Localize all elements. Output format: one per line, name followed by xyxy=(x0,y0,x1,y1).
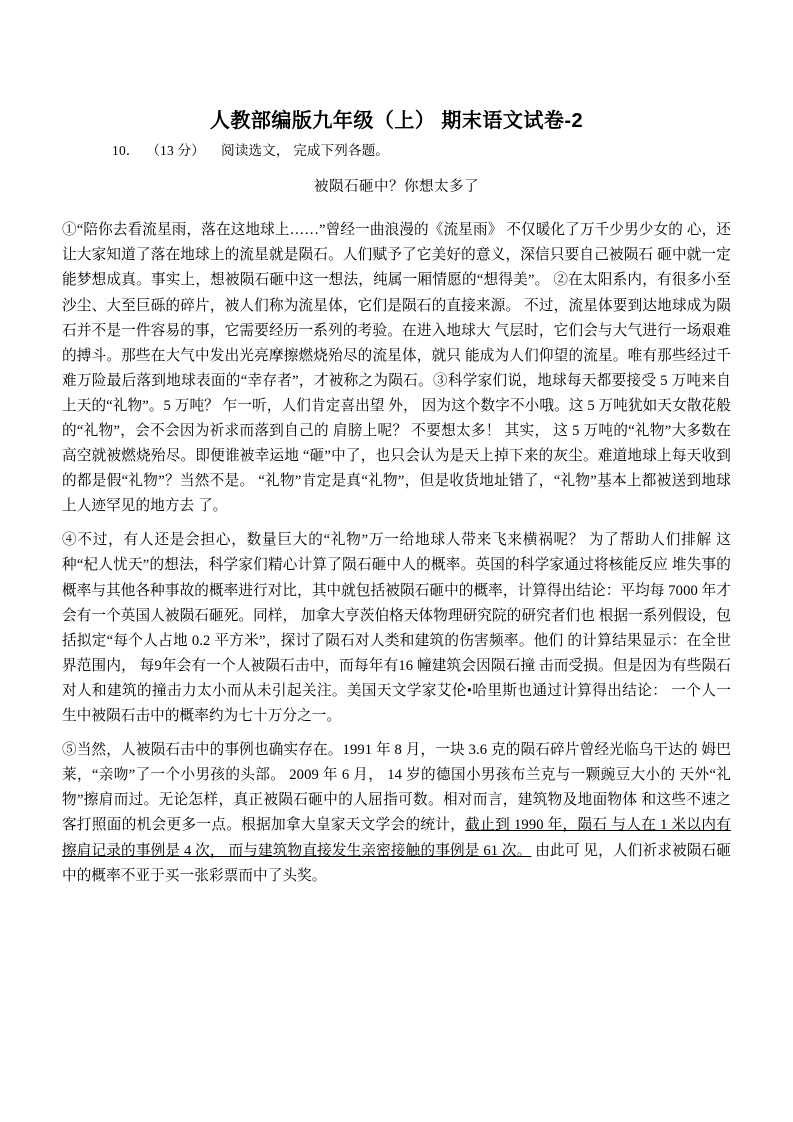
question-score: （13 分） xyxy=(146,143,205,158)
paragraph-1: ①“陪你去看流星雨，落在这地球上……”曾经一曲浪漫的《流星雨》 不仅暖化了万千少男少女的 心，还让大家知道了落在地球上的流星就是陨石。人们赋予了它美好的意义，深信只要自己被陨石 砸中就一定能梦想成真。事实上，想被陨石砸中这一想法，纯属一厢情愿的“想得美”。 ②在太阳系内，有很多小至沙尘、大至巨砾的碎片，被人们称为流星体，它们是陨石的直接来源。 不过，流星体要到达地球成为陨石并不是一件容易的事，它需要经历一系列的考验。在进入地球大 气层时，它们会与大气进行一场艰难的搏斗。那些在大气中发出光亮摩擦燃烧殆尽的流星体，就只 能成为人们仰望的流星。唯有那些经过千难万险最后落到地球表面的“幸存者”，才被称之为陨石。③科学家们说，地球每天都要接受 5 万吨来自上天的“礼物”。5 万吨？ 乍一听，人们肯定喜出望 外， 因为这个数字不小哦。这 5 万吨犹如天女散花般的“礼物”，会不会因为祈求而落到自己的 肩膀上呢？ 不要想太多！ 其实， 这 5 万吨的“礼物”大多数在高空就被燃烧殆尽。即便谁被幸运地 “砸”中了，也只会认为是天上掉下来的灰尘。难道地球上每天收到的都是假“礼物”？当然不是。 “礼物”肯定是真“礼物”，但是收货地址错了，“礼物”基本上都被送到地球上人迹罕见的地方去 了。 xyxy=(62,222,731,515)
question-prompt: 阅读选文， 完成下列各题。 xyxy=(221,143,390,158)
paragraph-3 xyxy=(62,738,731,889)
paragraph-3-segment-1: ⑤当然，人被陨石击中的事例也确实存在。1991 年 8 月，一块 3.6 克的陨石碎片曾经光临乌干达的 姆巴莱，“亲吻”了一个小男孩的头部。 2009 年 6 月， 14 岁的德国小男孩布兰克与一颗豌豆大小的 天外“礼物”擦肩而过。无论怎样，真正被陨石砸中的人屈指可数。相对而言，建筑物及地面物体 和这些不速之客打照面的机会更多一点。根据加拿大皇家天文学会的统计， xyxy=(62,742,731,834)
paragraph-2: ④不过，有人还是会担心，数量巨大的“礼物”万一给地球人带来飞来横祸呢？ 为了帮助人们排解 这种“杞人忧天”的想法，科学家们精心计算了陨石砸中人的概率。英国的科学家通过将核能反应 堆失事的概率与其他各种事故的概率进行对比，其中就包括被陨石砸中的概率，计算得出结论：平均每 7000 年才会有一个英国人被陨石砸死。同样， 加拿大亨茨伯格天体物理研究院的研究者们也 根据一系列假设，包括拟定“每个人占地 0.2 平方米”，探讨了陨石对人类和建筑的伤害频率。他们 的计算结果显示：在全世界范围内， 每9年会有一个人被陨石击中，而每年有16 幢建筑会因陨石撞 击而受损。但是因为有些陨石对人和建筑的撞击力太小而从未引起关注。美国天文学家艾伦•哈里斯也通过计算得出结论： 一个人一生中被陨石击中的概率约为七十万分之一。 xyxy=(62,532,731,725)
question-number: 10． xyxy=(112,143,140,158)
page-title: 人教部编版九年级（上） 期末语文试卷-2 xyxy=(209,110,584,132)
question-header xyxy=(112,141,731,161)
paragraph-3-segment-3: 由此可 见，人们祈求被陨石砸中的概率不亚于买一张彩票而中了头奖。 xyxy=(62,842,731,884)
paragraph-3-underlined-segment: 截止到 1990 年，陨石 与人在 1 米以内有擦肩记录的事例是 4 次， 而与建筑物直接发生亲密接触的事例是 61 次。 xyxy=(62,817,731,859)
article-title: 被陨石砸中？你想太多了 xyxy=(314,179,479,196)
